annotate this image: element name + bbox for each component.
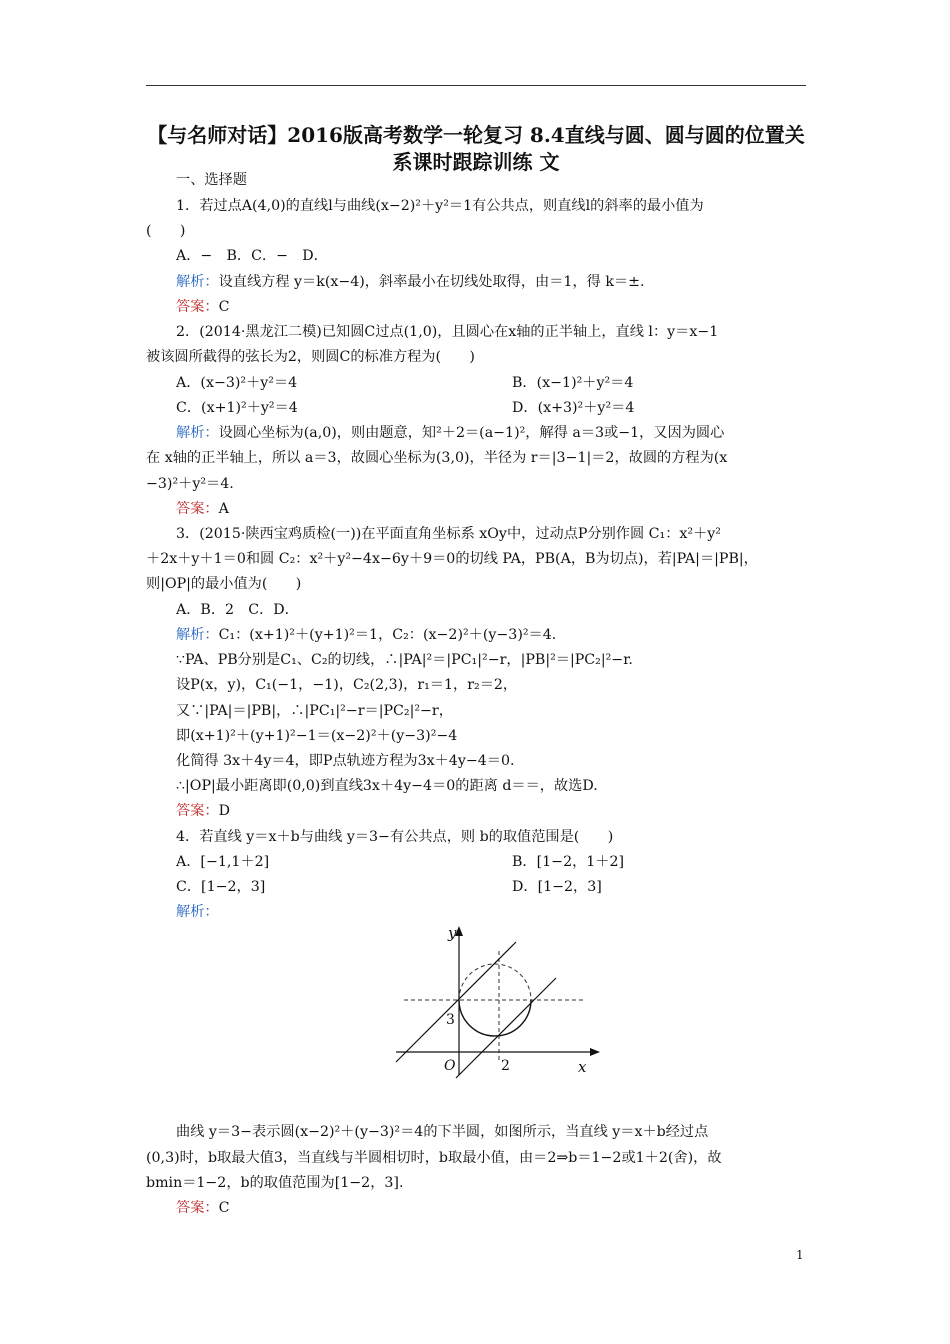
header-rule [146, 85, 806, 86]
q2-option-b: B．(x−1)²＋y²＝4 [512, 375, 634, 391]
q2-stem-line1: 2．(2014·黑龙江二模)已知圆C过点(1,0)，且圆心在x轴的正半轴上，直线 l：y＝x−1 [176, 324, 719, 340]
q3-solution-label: 解析： [176, 627, 219, 643]
q2-option-c: C．(x+1)²＋y²＝4 [176, 400, 298, 416]
q1-stem-line2: ( ) [146, 223, 186, 239]
q2-answer [176, 499, 229, 519]
section-heading: 一、选择题 [176, 172, 247, 188]
q1-solution-label: 解析： [176, 274, 219, 290]
q3-solution-line4: 又∵|PA|＝|PB|，∴|PC₁|²−r＝|PC₂|²−r， [176, 703, 453, 719]
label-x: x [578, 1058, 587, 1076]
q3-answer-label: 答案： [176, 803, 219, 819]
q2-solution-text1: 设圆心坐标为(a,0)，则由题意，知²＋2＝(a−1)²，解得 a＝3或−1，又因为圆心 [218, 425, 725, 441]
q3-options: A．B．2 C．D． [176, 602, 299, 618]
q3-solution-line3: 设P(x，y)，C₁(−1，−1)，C₂(2,3)，r₁＝1，r₂＝2， [176, 677, 518, 693]
lower-semicircle [459, 1000, 531, 1036]
q3-stem-line3: 则|OP|的最小值为( ) [146, 576, 302, 592]
q3-solution-line2: ∵PA、PB分别是C₁、C₂的切线，∴|PA|²＝|PC₁|²−r，|PB|²＝|PC₂|²−r. [176, 652, 633, 668]
q1-answer [176, 297, 229, 317]
upper-semicircle-dashed [459, 964, 531, 1000]
q4-after-line2: (0,3)时，b取最大值3，当直线与半圆相切时，b取最小值，由＝2⇒b＝1−2或1＋2(舍)，故 [146, 1150, 722, 1166]
q3-stem-line1: 3．(2015·陕西宝鸡质检(一))在平面直角坐标系 xOy中，过动点P分别作圆 C₁：x²＋y² [176, 526, 721, 542]
line-through-0-3 [396, 942, 516, 1062]
label-two: 2 [501, 1058, 510, 1074]
q4-option-a: A．[−1,1＋2] [176, 854, 270, 870]
q3-stem-line2: ＋2x＋y＋1＝0和圆 C₂：x²＋y²−4x−6y＋9＝0的切线 PA，PB(A，B为切点)，若|PA|＝|PB|， [146, 551, 758, 567]
q3-solution-line5: 即(x+1)²＋(y+1)²−1＝(x−2)²＋(y−3)²−4 [176, 728, 458, 744]
q4-option-c: C．[1−2，3] [176, 879, 266, 895]
q2-answer-label: 答案： [176, 501, 219, 517]
label-three: 3 [446, 1012, 455, 1028]
label-origin: O [444, 1058, 456, 1074]
q4-answer-label: 答案： [176, 1200, 219, 1216]
q2-option-a: A．(x−3)²＋y²＝4 [176, 375, 298, 391]
q2-stem-line2: 被该圆所截得的弦长为2，则圆C的标准方程为( ) [146, 349, 475, 365]
x-axis-arrow-icon [590, 1048, 600, 1056]
q2-solution-label: 解析： [176, 425, 219, 441]
q1-answer-label: 答案： [176, 299, 219, 315]
q1-solution [176, 272, 645, 292]
q3-solution-line7: ∴|OP|最小距离即(0,0)到直线3x＋4y−4＝0的距离 d＝＝，故选D. [176, 778, 598, 794]
q1-stem-line1: 1．若过点A(4,0)的直线l与曲线(x−2)²＋y²＝1有公共点，则直线l的斜率的最小值为 [176, 198, 704, 214]
page-number: 1 [796, 1248, 804, 1262]
q2-answer-value: A [218, 501, 229, 517]
q4-answer-value: C [218, 1200, 230, 1216]
q4-solution-label: 解析： [176, 904, 219, 920]
q2-solution-line3: −3)²＋y²＝4. [146, 476, 234, 492]
q3-solution-text1: C₁：(x+1)²＋(y+1)²＝1，C₂：(x−2)²＋(y−3)²＝4. [218, 627, 557, 643]
q1-solution-text: 设直线方程 y＝k(x−4)，斜率最小在切线处取得，由＝1，得 k＝±. [218, 274, 645, 290]
q4-option-d: D．[1−2，3] [512, 879, 602, 895]
q2-option-d: D．(x+3)²＋y²＝4 [512, 400, 635, 416]
page-title: 【与名师对话】2016版高考数学一轮复习 8.4直线与圆、圆与圆的位置关系课时跟踪训练 文 [147, 123, 805, 174]
q4-stem: 4．若直线 y＝x＋b与曲线 y＝3−有公共点，则 b的取值范围是( ) [176, 829, 614, 845]
q3-solution-line6: 化简得 3x＋4y＝4，即P点轨迹方程为3x＋4y−4＝0. [176, 753, 515, 769]
q4-after-line3: bmin＝1−2，b的取值范围为[1−2，3]. [146, 1175, 404, 1191]
q4-answer [176, 1198, 229, 1218]
q1-options: A．− B．C．− D． [176, 248, 328, 264]
q3-answer [176, 801, 230, 821]
q3-solution-line1 [176, 625, 556, 645]
q2-solution-line2: 在 x轴的正半轴上，所以 a＝3，故圆心坐标为(3,0)，半径为 r＝|3−1|＝2，故圆的方程为(x [146, 450, 728, 466]
q2-solution-line1 [176, 423, 724, 443]
q4-figure [386, 920, 608, 1080]
q4-after-line1: 曲线 y＝3−表示圆(x−2)²＋(y−3)²＝4的下半圆，如图所示，当直线 y＝x＋b经过点 [176, 1124, 709, 1140]
q3-answer-value: D [218, 803, 230, 819]
q1-answer-value: C [218, 299, 230, 315]
q4-option-b: B．[1−2，1＋2] [512, 854, 625, 870]
label-y: y [448, 924, 457, 942]
